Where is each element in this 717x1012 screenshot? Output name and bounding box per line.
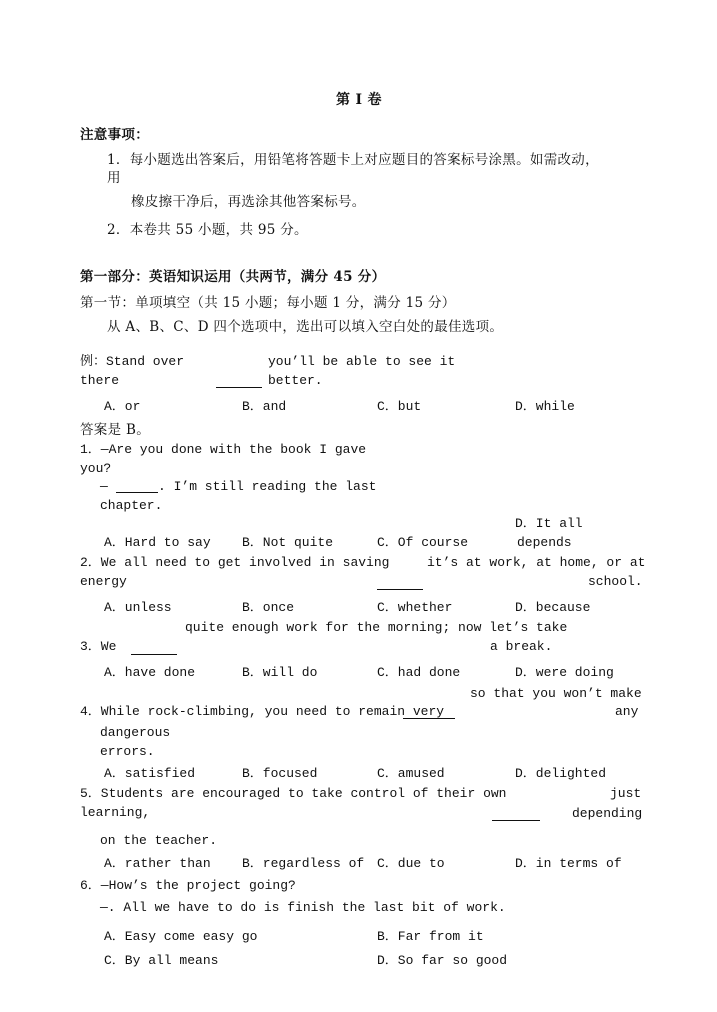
q5-blank (492, 820, 540, 821)
example-line-2a: there (80, 373, 120, 388)
q1-option-c: C．Of course (377, 535, 469, 550)
q4-line-2: dangerous (100, 725, 171, 740)
q5-line-2a: learning, (80, 805, 151, 820)
note-2: 2．本卷共 55 小题，共 95 分。 (107, 222, 308, 238)
q5-line-1b: just (610, 786, 642, 801)
q1-option-a: A．Hard to say (104, 535, 211, 550)
example-option-b: B．and (242, 399, 287, 414)
q5-option-a: A．rather than (104, 856, 211, 871)
q4-option-c: C．amused (377, 766, 445, 781)
q1-line-2: you? (80, 461, 112, 476)
q3-line-1a: 3．We (80, 639, 117, 654)
q6-option-c: C．By all means (104, 953, 219, 968)
q5-option-d: D．in terms of (515, 856, 622, 871)
q3-option-b: B．will do (242, 665, 318, 680)
q4-line-3: errors. (100, 744, 155, 759)
notes-heading: 注意事项： (80, 127, 149, 143)
q3-top-line: quite enough work for the morning; now let’s take (185, 620, 568, 635)
q2-line-2a: energy (80, 574, 127, 589)
example-option-a: A．or (104, 399, 141, 414)
q5-line-1a: 5．Students are encouraged to take control of their own (80, 786, 507, 801)
q3-line-1b: a break. (490, 639, 553, 654)
q4-line-1b: any (615, 704, 639, 719)
q1-option-d: D．It all (515, 516, 583, 531)
q6-option-a: A．Easy come easy go (104, 929, 258, 944)
q2-option-a: A．unless (104, 600, 172, 615)
note-1-line-2: 用 (107, 170, 121, 186)
q1-option-b: B．Not quite (242, 535, 334, 550)
example-option-c: C．but (377, 399, 422, 414)
section1-instruction: 从 A、B、C、D 四个选项中，选出可以填入空白处的最佳选项。 (107, 319, 504, 335)
q2-option-c: C．whether (377, 600, 453, 615)
section1-heading: 第一节：单项填空（共 15 小题；每小题 1 分，满分 15 分） (80, 295, 456, 311)
q1-line-1: 1．—Are you done with the book I gave (80, 442, 367, 457)
q2-line-1b: it’s at work, at home, or at (427, 555, 646, 570)
q1-line-4: chapter. (100, 498, 163, 513)
q6-option-b: B．Far from it (377, 929, 484, 944)
q5-line-3: on the teacher. (100, 833, 218, 848)
example-answer: 答案是 B。 (80, 422, 151, 438)
q4-option-d: D．delighted (515, 766, 607, 781)
example-line-1b: you’ll be able to see it (268, 354, 456, 369)
q3-option-c: C．had done (377, 665, 461, 680)
example-blank (216, 387, 262, 388)
page-title: 第 I 卷 (336, 92, 382, 108)
q2-line-2b: school. (588, 574, 643, 589)
part1-heading: 第一部分：英语知识运用（共两节，满分 45 分） (80, 269, 386, 285)
note-1-line-3: 橡皮擦干净后，再选涂其他答案标号。 (131, 194, 366, 210)
q1-option-d-cont: depends (517, 535, 572, 550)
q4-option-a: A．satisfied (104, 766, 196, 781)
q2-line-1a: 2．We all need to get involved in saving (80, 555, 390, 570)
q3-option-d: D．were doing (515, 665, 614, 680)
q5-line-2b: depending (572, 806, 643, 821)
q2-option-d: D．because (515, 600, 591, 615)
q4-line-1a: 4．While rock-climbing, you need to remain very (80, 704, 445, 719)
q6-line-1: 6．—How’s the project going? (80, 878, 296, 893)
q5-option-b: B．regardless of (242, 856, 365, 871)
q4-option-b: B．focused (242, 766, 318, 781)
q3-option-a: A．have done (104, 665, 196, 680)
q3-blank (131, 654, 177, 655)
q1-line-3b: . I’m still reading the last (158, 479, 377, 494)
q6-line-2: —. All we have to do is finish the last bit of work. (100, 900, 506, 915)
note-1-line-1: 1．每小题选出答案后，用铅笔将答题卡上对应题目的答案标号涂黑。如需改动， (107, 152, 599, 168)
example-option-d: D．while (515, 399, 575, 414)
q2-blank (377, 589, 423, 590)
example-line-2b: better. (268, 373, 323, 388)
q6-option-d: D．So far so good (377, 953, 508, 968)
q1-blank (116, 492, 158, 493)
example-line-1a: 例：Stand over (80, 354, 185, 369)
q2-option-b: B．once (242, 600, 295, 615)
q4-top-line: so that you won’t make (470, 686, 642, 701)
q4-blank (403, 718, 455, 719)
q1-line-3a: — (100, 479, 108, 494)
q5-option-c: C．due to (377, 856, 445, 871)
